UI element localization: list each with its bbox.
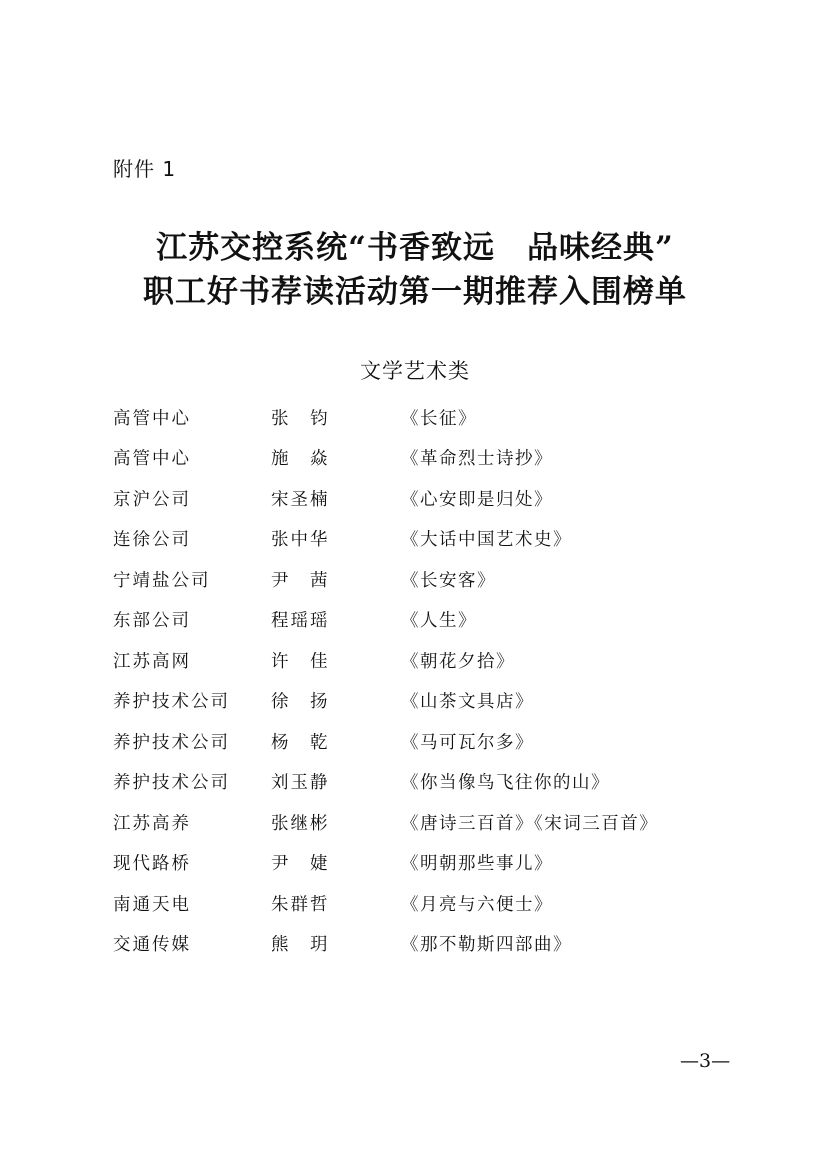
organization: 东部公司: [113, 611, 191, 632]
book-title: 《明朝那些事儿》: [401, 854, 553, 875]
organization: 南通天电: [113, 894, 191, 915]
list-item: [113, 397, 753, 438]
book-title: 《人生》: [401, 611, 477, 632]
organization: 京沪公司: [113, 489, 191, 510]
organization: 连徐公司: [113, 530, 191, 551]
organization: 现代路桥: [113, 854, 191, 875]
book-title: 《长征》: [401, 408, 477, 429]
document-title-line-2: 职工好书荐读活动第一期推荐入围榜单: [143, 274, 687, 310]
book-title: 《长安客》: [401, 570, 496, 591]
recommender-name: 许 佳: [271, 651, 330, 672]
book-title: 《大话中国艺术史》: [401, 530, 572, 551]
recommender-name: 施 焱: [271, 449, 330, 470]
recommender-name: 尹 茜: [271, 570, 330, 591]
recommender-name: 程瑶瑶: [271, 611, 330, 632]
list-item: [113, 802, 753, 843]
recommender-name: 张 钧: [271, 408, 330, 429]
list-item: [113, 519, 753, 560]
recommender-name: 刘玉静: [271, 773, 330, 794]
organization: 高管中心: [113, 449, 191, 470]
recommender-name: 朱群哲: [271, 894, 330, 915]
book-title: 《心安即是归处》: [401, 489, 553, 510]
organization: 交通传媒: [113, 935, 191, 956]
organization: 宁靖盐公司: [113, 570, 211, 591]
list-item: [113, 478, 753, 519]
book-title: 《那不勒斯四部曲》: [401, 935, 572, 956]
book-title: 《革命烈士诗抄》: [401, 449, 553, 470]
book-title: 《月亮与六便士》: [401, 894, 553, 915]
organization: 养护技术公司: [113, 773, 230, 794]
list-item: [113, 843, 753, 884]
organization: 养护技术公司: [113, 692, 230, 713]
category-heading: 文学艺术类: [360, 359, 470, 383]
list-item: [113, 721, 753, 762]
list-item: [113, 924, 753, 965]
attachment-label: 附件 1: [113, 157, 177, 181]
recommender-name: 张继彬: [271, 813, 330, 834]
recommender-name: 熊 玥: [271, 935, 330, 956]
list-item: [113, 600, 753, 641]
book-title: 《朝花夕拾》: [401, 651, 515, 672]
list-item: [113, 883, 753, 924]
list-item: [113, 640, 753, 681]
page-number: —3—: [680, 1050, 731, 1072]
book-title: 《山茶文具店》: [401, 692, 534, 713]
list-item: [113, 681, 753, 722]
organization: 江苏高网: [113, 651, 191, 672]
list-item: [113, 438, 753, 479]
recommender-name: 杨 乾: [271, 732, 330, 753]
recommender-name: 张中华: [271, 530, 330, 551]
organization: 江苏高养: [113, 813, 191, 834]
list-item: [113, 762, 753, 803]
book-title: 《马可瓦尔多》: [401, 732, 534, 753]
organization: 养护技术公司: [113, 732, 230, 753]
recommendation-list: [113, 397, 753, 964]
recommender-name: 徐 扬: [271, 692, 330, 713]
book-title: 《唐诗三百首》《宋词三百首》: [401, 813, 659, 834]
book-title: 《你当像鸟飞往你的山》: [401, 773, 610, 794]
list-item: [113, 559, 753, 600]
organization: 高管中心: [113, 408, 191, 429]
recommender-name: 尹 婕: [271, 854, 330, 875]
document-title-line-1: 江苏交控系统“书香致远 品味经典”: [156, 230, 674, 266]
recommender-name: 宋圣楠: [271, 489, 330, 510]
